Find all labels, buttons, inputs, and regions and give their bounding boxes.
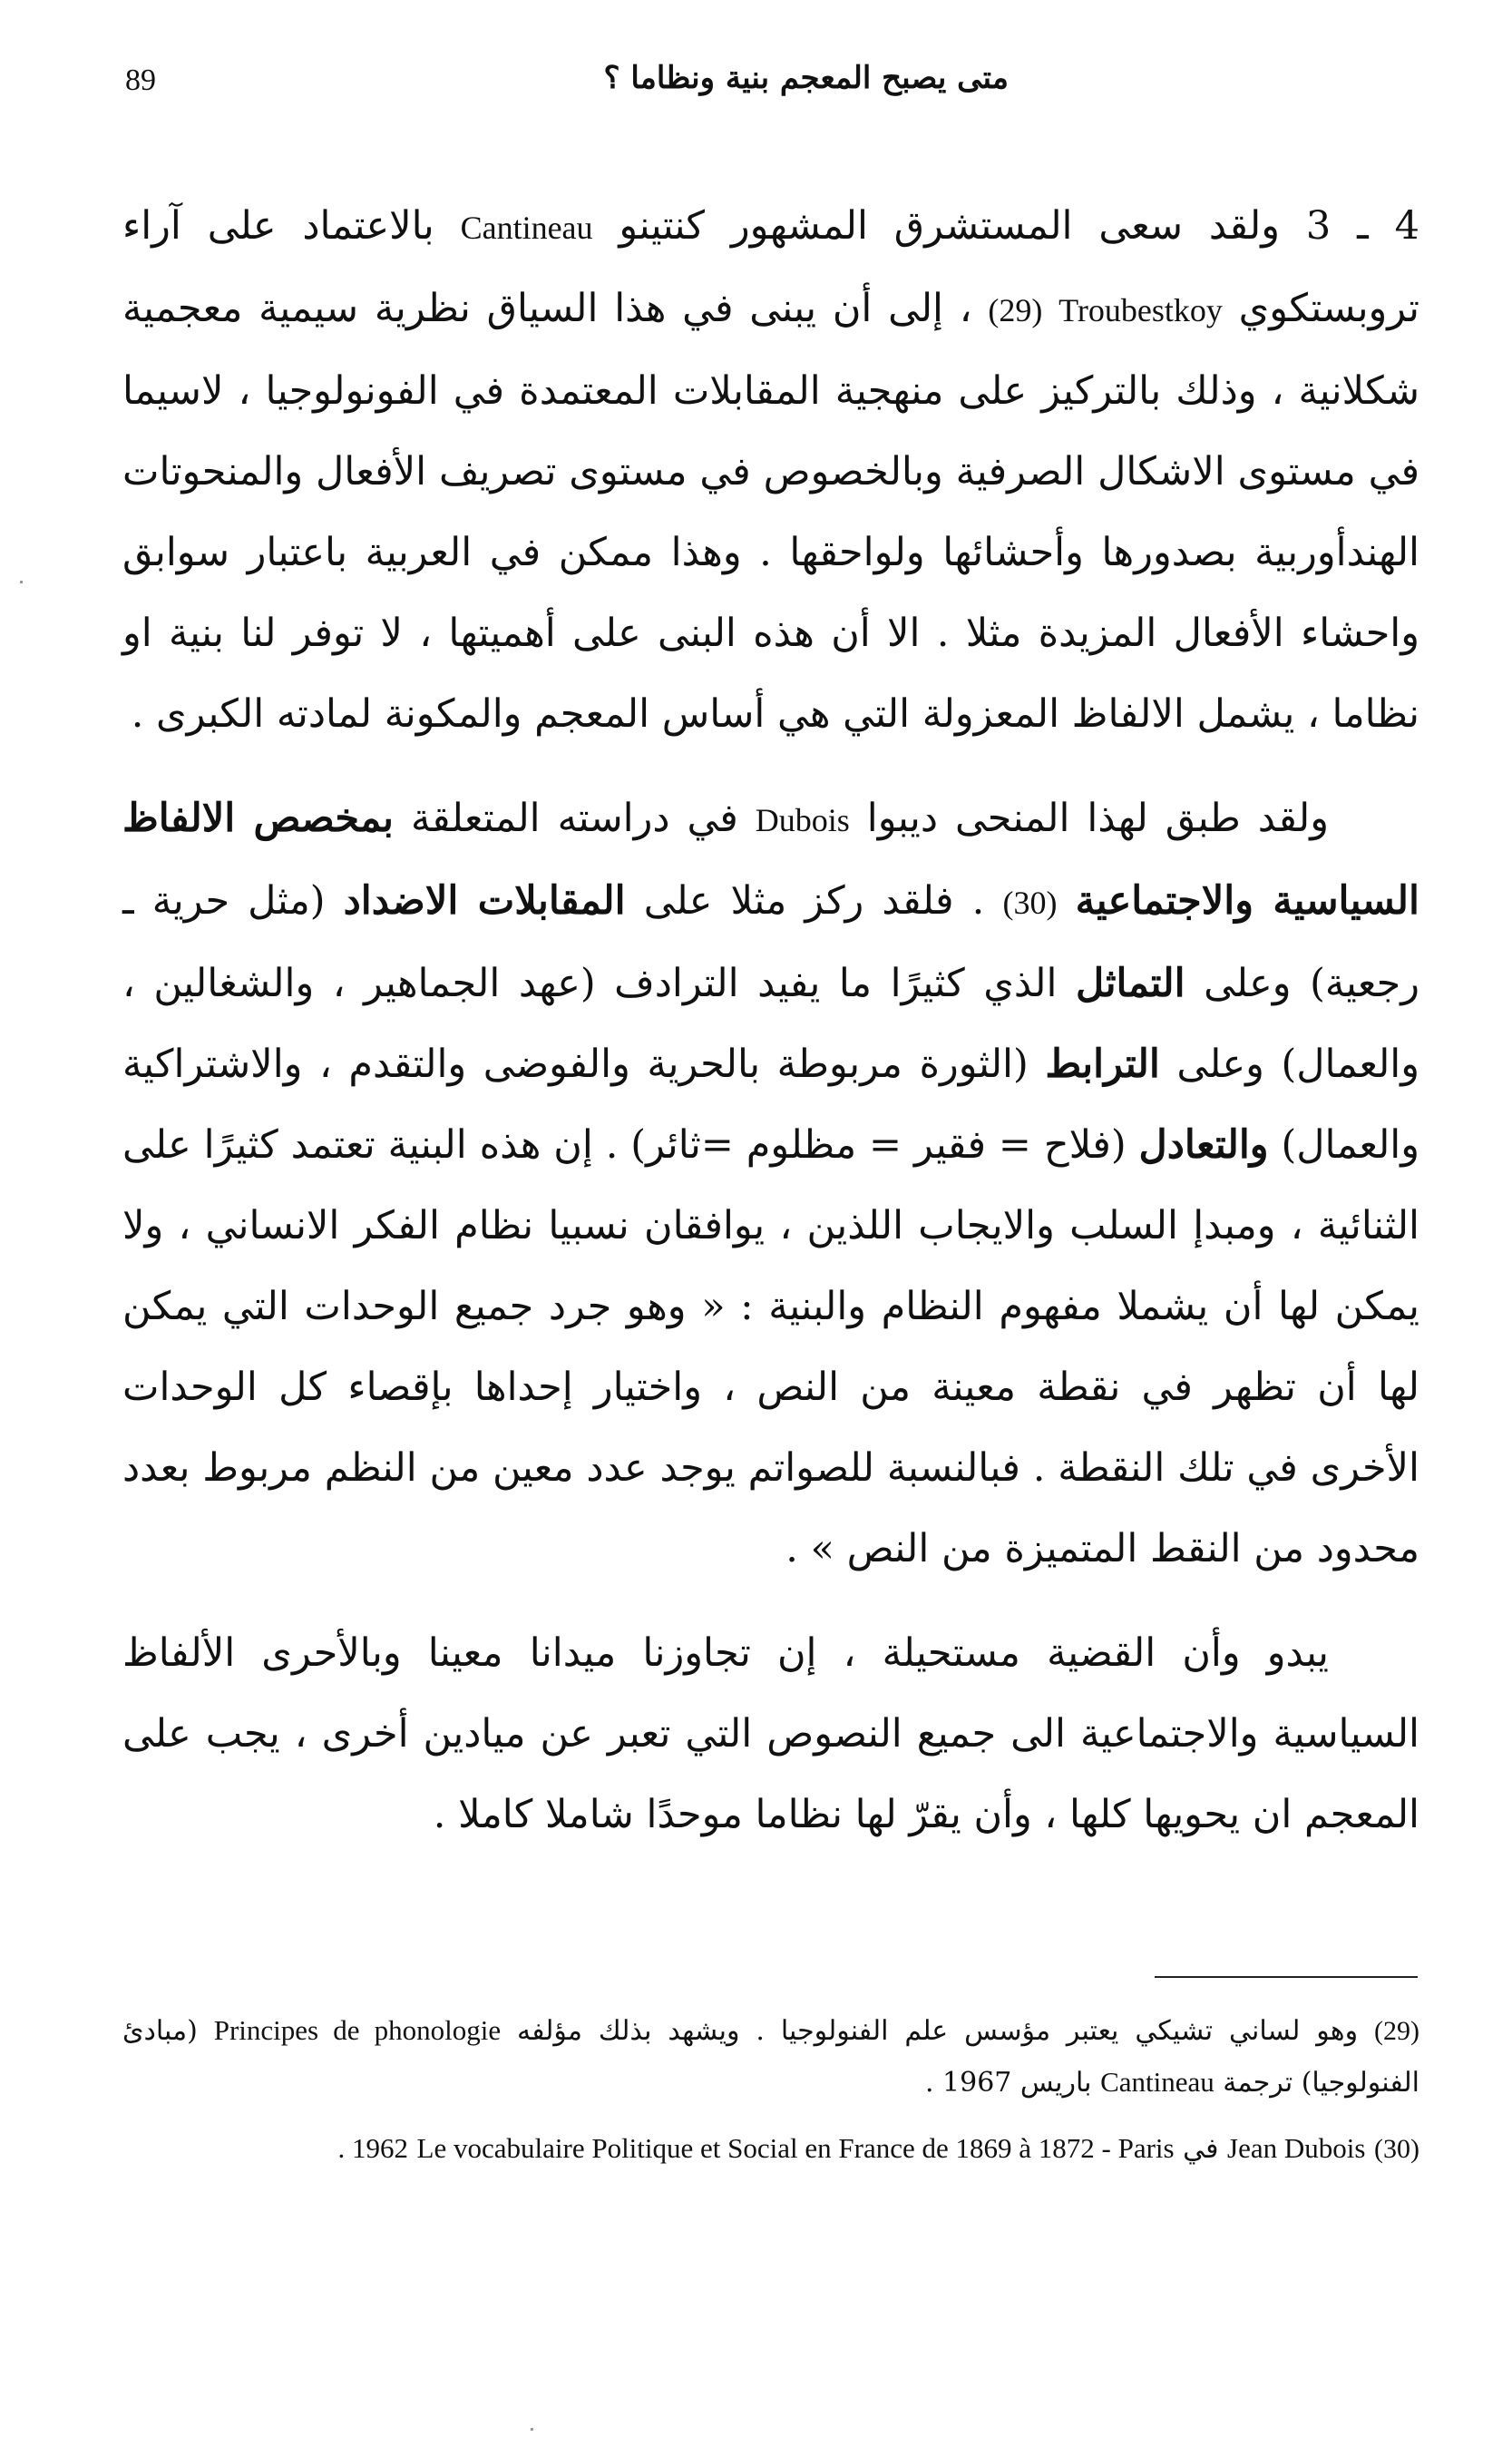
footnotes — [122, 2005, 1419, 2189]
footnote-29-number: (29) — [1374, 2016, 1420, 2046]
p2-latin-dubois: Dubois — [755, 802, 850, 838]
page-number: 89 — [125, 64, 156, 97]
p2-bold-association: الترابط — [1045, 1042, 1160, 1087]
footnote-29-latin-cantineau: Cantineau — [1100, 2066, 1214, 2098]
footnote-30-latin-author: Jean Dubois — [1227, 2132, 1366, 2164]
footnote-ref-29[interactable]: (29) — [988, 292, 1043, 328]
body-text — [122, 186, 1419, 1855]
paragraph-3 — [122, 1613, 1419, 1855]
p2-mid3: (مثل حرية ـ رجعية) وعلى — [122, 878, 1419, 1006]
footnote-30-year: . 1962 — [337, 2132, 408, 2164]
footnote-29-latin-title: Principes de phonologie — [213, 2014, 502, 2046]
p2-bold-equivalence: والتعادل — [1138, 1122, 1269, 1168]
p1-latin-troubestkoy: Troubestkoy — [1058, 292, 1223, 328]
p2-mid5: (الثورة مربوطة بالحرية والفوضى والتقدم ، والاشتراكية والعمال) — [122, 1042, 1420, 1168]
footnote-separator — [1155, 1976, 1418, 1978]
footnote-ref-30[interactable]: (30) — [1002, 885, 1058, 921]
p1-latin-cantineau: Cantineau — [460, 210, 593, 246]
footnote-30 — [122, 2123, 1419, 2175]
paragraph-2 — [122, 778, 1419, 1590]
p3-text: يبدو وأن القضية مستحيلة ، إن تجاوزنا ميدانا معينا وبالأحرى الألفاظ السياسية والاجتماعية الى جميع النصوص التي تعبر عن ميادين أخرى ، يجب على المعجم ان يحويها كلها ، وأن يقرّ لها نظاما موحدًا شاملا كاملا . — [122, 1630, 1419, 1837]
p2-mid2: . فلقد ركز مثلا على — [643, 878, 985, 924]
p1-lead: 4 ـ 3 ولقد سعى المستشرق المشهور كنتينو — [619, 203, 1419, 249]
footnote-29-text2: (مبادئ الفنولوجيا) ترجمة — [122, 2015, 1419, 2099]
p2-mid1: في دراسته المتعلقة — [410, 796, 738, 841]
scan-mark — [531, 2428, 533, 2431]
footnote-30-text1: في — [1183, 2133, 1219, 2165]
p2-bold-similarity: التماثل — [1076, 961, 1185, 1006]
p2-mid4: الذي كثيرًا ما يفيد الترادف (عهد الجماهير ، والشغالين ، والعمال) وعلى — [122, 961, 1420, 1087]
footnote-30-number: (30) — [1374, 2134, 1419, 2164]
p2-rest: (فلاح = فقير = مظلوم =ثائر) . إن هذه البنية تعتمد كثيرًا على الثنائية ، ومبدإ السلب والايجاب اللذين ، يوافقان نسبيا نظام الفكر الانساني ، ولا يمكن لها أن يشملا مفهوم النظام والبنية : « وهو جرد جميع الوحدات التي يمكن لها أن تظهر في نقطة معينة من النص ، واختيار إحداها بإقصاء كل الوحدات الأخرى في تلك النقطة . فبالنسبة للصواتم يوجد عدد معين من النظم مربوط بعدد محدود من النقط المتميزة من النص » . — [122, 1122, 1419, 1571]
p1-mid: بالاعتماد على آراء تروبستكوي — [122, 203, 1420, 331]
p1-rest: ، إلى أن يبنى في هذا السياق نظرية سيمية معجمية شكلانية ، وذلك بالتركيز على منهجية المقابلات المعتمدة في الفونولوجيا ، لاسيما في مستوى الاشكال الصرفية وبالخصوص في مستوى تصريف الأفعال والمنحوتات الهندأوربية بصدورها وأحشائها ولواحقها . وهذا ممكن في العربية باعتبار سوابق واحشاء الأفعال المزيدة مثلا . الا أن هذه البنى على أهميتها ، لا توفر لنا بنية او نظاما ، يشمل الالفاظ المعزولة التي هي أساس المعجم والمكونة لمادته الكبرى . — [122, 286, 1419, 737]
paragraph-1 — [122, 186, 1419, 755]
p2-bold-field: بمخصص الالفاظ السياسية والاجتماعية — [122, 796, 1419, 924]
footnote-30-latin-title: Le vocabulaire Politique et Social en France de 1869 à 1872 - Paris — [416, 2132, 1175, 2164]
footnote-29 — [122, 2005, 1419, 2109]
footnote-29-text1: وهو لساني تشيكي يعتبر مؤسس علم الفنولوجيا . ويشهد بذلك مؤلفه — [517, 2015, 1359, 2047]
p2-bold-antonyms: المقابلات الاضداد — [343, 878, 626, 924]
scan-mark — [20, 581, 23, 583]
p2-lead: ولقد طبق لهذا المنحى ديبوا — [866, 796, 1329, 841]
footnote-29-text3: باريس 1967 . — [924, 2067, 1092, 2099]
running-head: متى يصبح المعجم بنية ونظاما ؟ — [603, 60, 1009, 96]
